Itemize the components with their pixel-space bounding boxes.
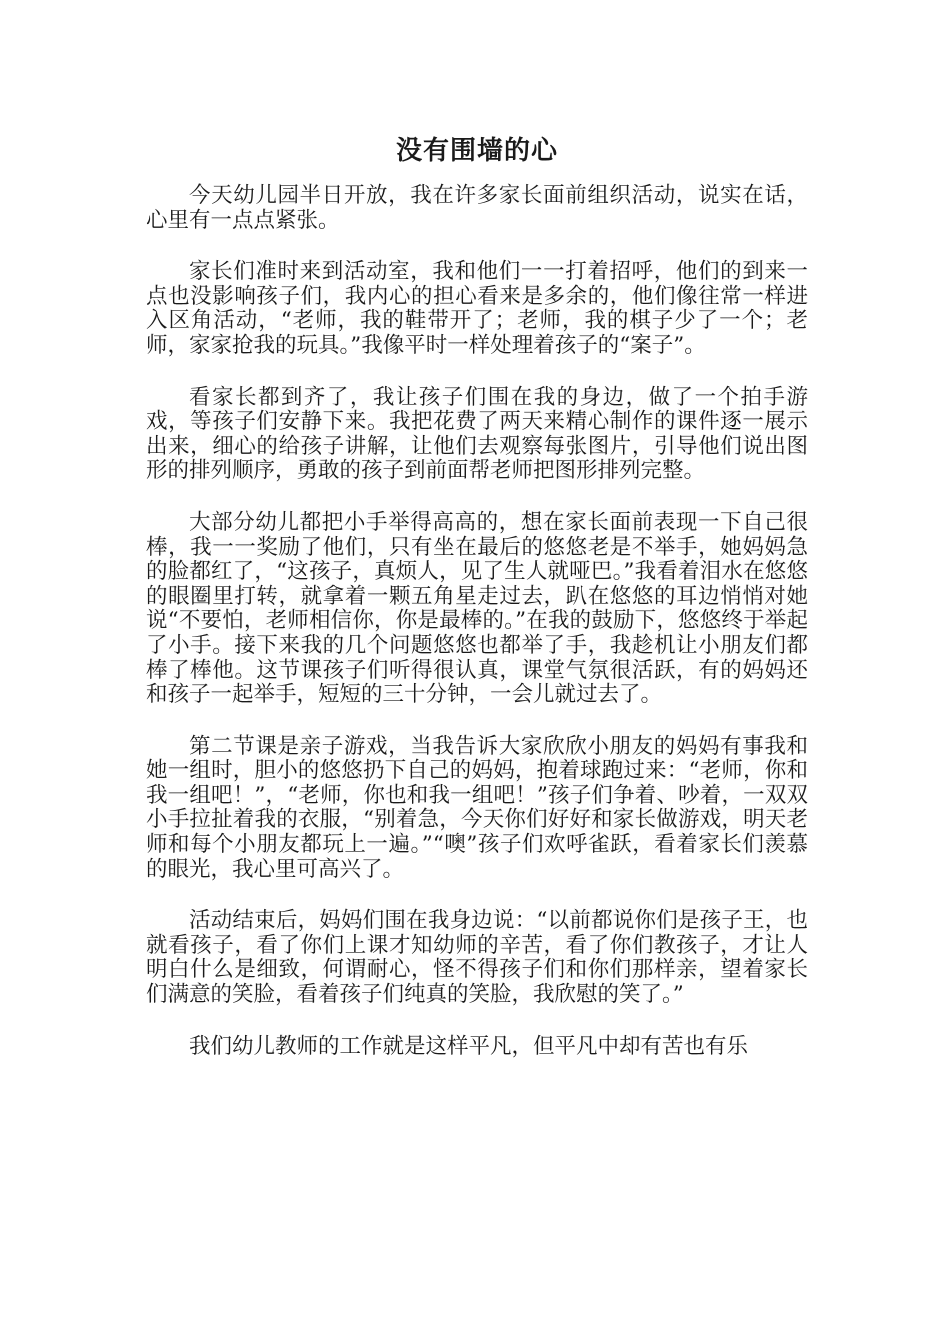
paragraph-3: 看家长都到齐了，我让孩子们围在我的身边，做了一个拍手游戏，等孩子们安静下来。我把花费了两天来精心制作的课件逐一展示出来，细心的给孩子讲解，让他们去观察每张图片，引导他们说出图形的排列顺序，勇敢的孩子到前面帮老师把图形排列完整。 (146, 384, 808, 484)
paragraph-1: 今天幼儿园半日开放，我在许多家长面前组织活动，说实在话，心里有一点点紧张。 (146, 183, 808, 233)
paragraph-6: 活动结束后，妈妈们围在我身边说：“以前都说你们是孩子王，也就看孩子，看了你们上课才知幼师的辛苦，看了你们教孩子，才让人明白什么是细致，何谓耐心，怪不得孩子们和你们那样亲，望着家长们满意的笑脸，看着孩子们纯真的笑脸，我欣慰的笑了。” (146, 908, 808, 1008)
paragraph-5: 第二节课是亲子游戏，当我告诉大家欣欣小朋友的妈妈有事我和她一组时，胆小的悠悠扔下自己的妈妈，抱着球跑过来：“老师，你和我一组吧！”，“老师，你也和我一组吧！”孩子们争着、吵着，一双双小手拉扯着我的衣服，“别着急，今天你们好好和家长做游戏，明天老师和每个小朋友都玩上一遍。”“噢”孩子们欢呼雀跃，看着家长们羡慕的眼光，我心里可高兴了。 (146, 733, 808, 882)
paragraph-7: 我们幼儿教师的工作就是这样平凡，但平凡中却有苦也有乐 (189, 1033, 749, 1059)
document-page (146, 132, 808, 1059)
paragraph-2: 家长们准时来到活动室，我和他们一一打着招呼，他们的到来一点也没影响孩子们，我内心的担心看来是多余的，他们像往常一样进入区角活动，“老师，我的鞋带开了；老师，我的棋子少了一个；老师，家家抢我的玩具。”我像平时一样处理着孩子的“案子”。 (146, 259, 808, 358)
document-title: 没有围墙的心 (395, 136, 558, 166)
paragraph-4: 大部分幼儿都把小手举得高高的，想在家长面前表现一下自己很棒，我一一奖励了他们，只有坐在最后的悠悠老是不举手，她妈妈急的脸都红了，“这孩子，真烦人，见了生人就哑巴。”我看着泪水在悠悠的眼圈里打转，就拿着一颗五角星走过去，趴在悠悠的耳边悄悄对她说“不要怕，老师相信你，你是最棒的。”在我的鼓励下，悠悠终于举起了小手。接下来我的几个问题悠悠也都举了手，我趁机让小朋友们都棒了棒他。这节课孩子们听得很认真，课堂气氛很活跃，有的妈妈还和孩子一起举手，短短的三十分钟，一会儿就过去了。 (146, 509, 808, 708)
